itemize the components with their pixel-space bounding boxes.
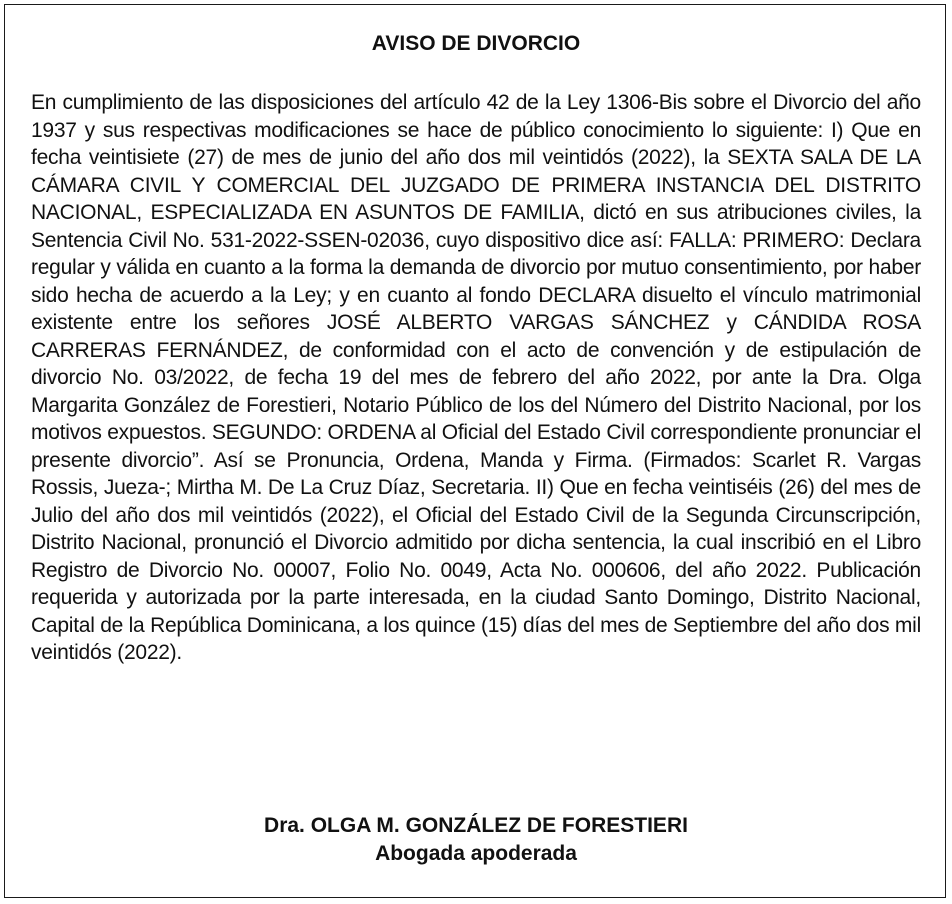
notice-body: En cumplimiento de las disposiciones del artículo 42 de la Ley 1306-Bis sobre el Divorcio del año 1937 y sus respectivas modificaciones se hace de público conocimiento lo siguiente: I) Que en fecha veintisiete (27) de mes de junio del año dos mil veintidós (2022), la SEXTA SALA DE LA CÁMARA CIVIL Y COMERCIAL DEL JUZGADO DE PRIMERA INSTANCIA DEL DISTRITO NACIONAL, ESPECIALIZADA EN ASUNTOS DE FAMILIA, dictó en sus atribuciones civiles, la Sentencia Civil No. 531-2022-SSEN-02036, cuyo dispositivo dice así: FALLA: PRIMERO: Declara regular y válida en cuanto a la forma la demanda de divorcio por mutuo consentimiento, por haber sido hecha de acuerdo a la Ley; y en cuanto al fondo DECLARA disuelto el vínculo matrimonial existente entre los señores JOSÉ ALBERTO VARGAS SÁNCHEZ y CÁNDIDA ROSA CARRERAS FERNÁNDEZ, de conformidad con el acto de convención y de estipulación de divorcio No. 03/2022, de fecha 19 del mes de febrero del año 2022, por ante la Dra. Olga Margarita González de Forestieri, Notario Público de los del Número del Distrito Nacional, por los motivos expuestos. SEGUNDO: ORDENA al Oficial del Estado Civil correspondiente pronunciar el presente divorcio”. Así se Pronuncia, Ordena, Manda y Firma. (Firmados: Scarlet R. Vargas Rossis, Jueza-; Mirtha M. De La Cruz Díaz, Secretaria. II) Que en fecha veintiséis (26) del mes de Julio del año dos mil veintidós (2022), el Oficial del Estado Civil de la Segunda Circunscripción, Distrito Nacional, pronunció el Divorcio admitido por dicha sentencia, la cual inscribió en el Libro Registro de Divorcio No. 00007, Folio No. 0049, Acta No. 000606, del año 2022. Publicación requerida y autorizada por la parte interesada, en la ciudad Santo Domingo, Distrito Nacional, Capital de la República Dominicana, a los quince (15) días del mes de Septiembre del año dos mil veintidós (2022). (31, 91, 922, 664)
notice-title: AVISO DE DIVORCIO (371, 32, 581, 55)
signature-name: Dra. OLGA M. GONZÁLEZ DE FORESTIERI (264, 814, 688, 837)
signature-role: Abogada apoderada (375, 842, 577, 865)
signature-block (0, 812, 952, 868)
